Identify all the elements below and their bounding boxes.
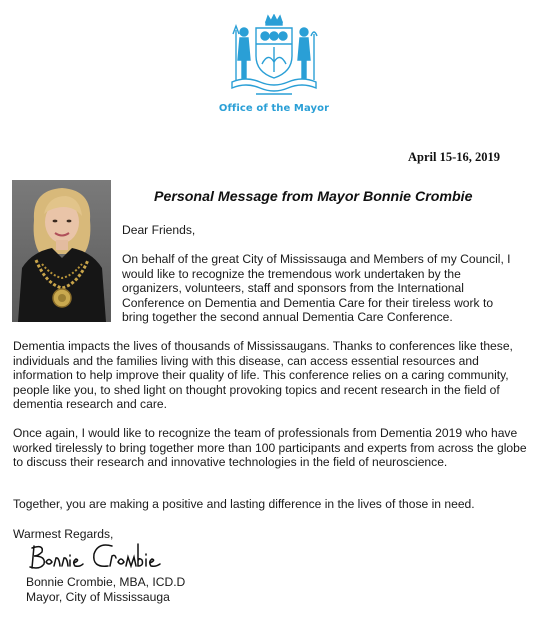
paragraph-1: On behalf of the great City of Mississauga and Members of my Council, I would like to recognize the tremendous work undertaken by the organizers, volunteers, staff and sponsors from the International Conference on Dementia and Dementia Care for their tireless work to bring together the second annual Dementia Care Conference.: [122, 252, 511, 325]
paragraph-2: Dementia impacts the lives of thousands of Mississaugans. Thanks to conferences like these, individuals and the families living with this disease, can access essential resources and information to help improve their quality of life. This conference relies on a caring community, people like you, to shed light on thought provoking topics and recent research in the field of dementia research and care.: [13, 339, 513, 412]
handwritten-signature: [28, 540, 166, 574]
letter-title: Personal Message from Mayor Bonnie Crombie: [154, 189, 473, 205]
closing: Warmest Regards,: [13, 527, 114, 541]
office-of-the-mayor-label: Office of the Mayor: [218, 103, 330, 114]
city-crest-icon: [226, 14, 322, 100]
greeting: Dear Friends,: [122, 223, 196, 237]
mayor-portrait: [12, 180, 111, 322]
letter-date: April 15-16, 2019: [407, 150, 500, 164]
paragraph-4: Together, you are making a positive and lasting difference in the lives of those in need.: [13, 497, 475, 511]
signer-role: Mayor, City of Mississauga: [26, 590, 170, 604]
signer-name: Bonnie Crombie, MBA, ICD.D: [26, 575, 186, 589]
paragraph-3: Once again, I would like to recognize the team of professionals from Dementia 2019 who have worked tirelessly to bring together more than 100 participants and experts from across the globe to discuss their research and innovative technologies in the field of neuroscience.: [13, 426, 527, 470]
